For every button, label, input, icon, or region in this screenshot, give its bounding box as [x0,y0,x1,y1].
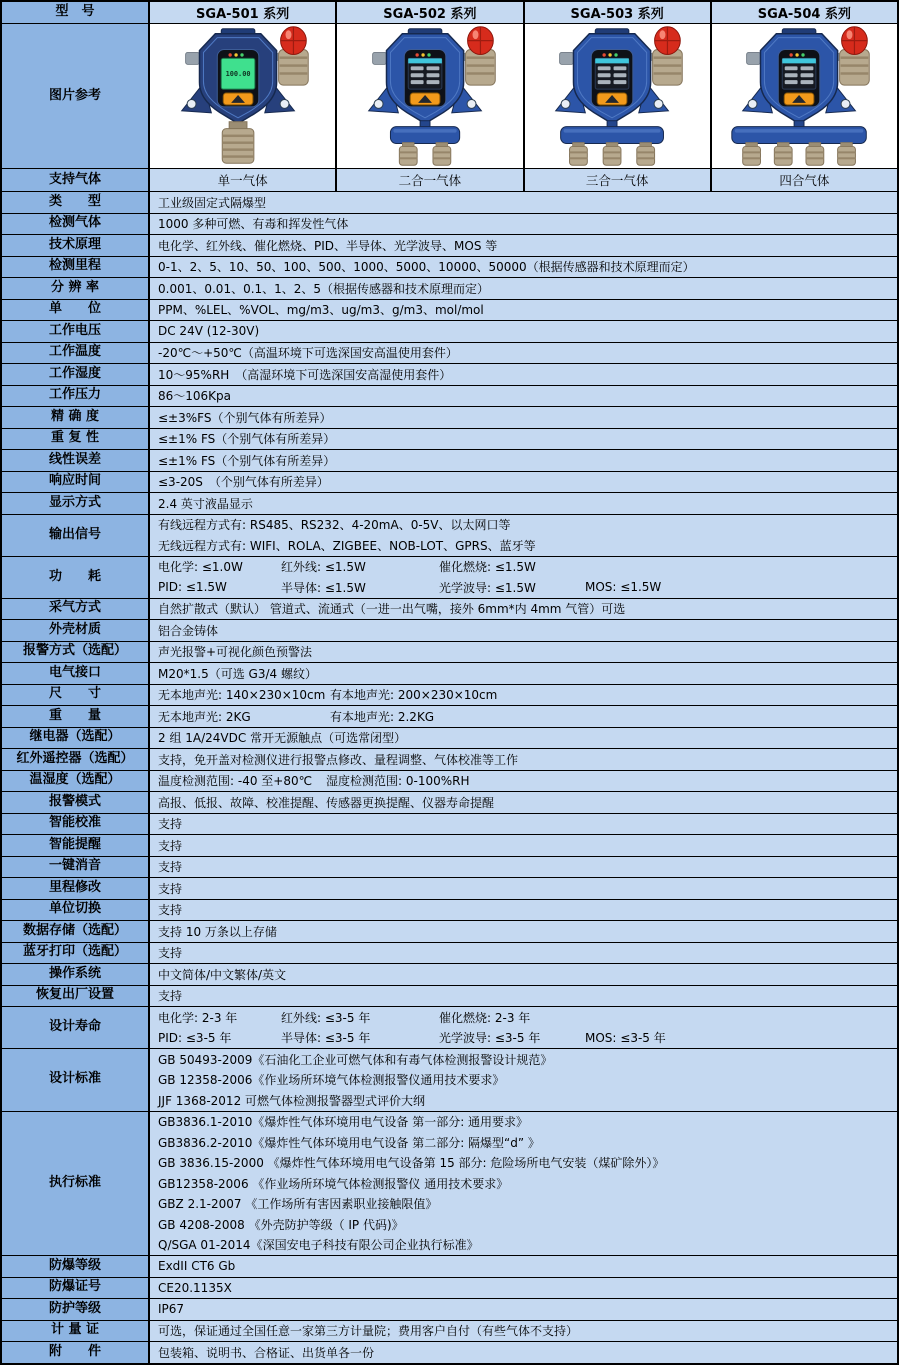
row-value [150,814,897,835]
value-line [150,300,897,321]
row-value [150,407,897,428]
value-segment: 1000 多种可燃、有毒和挥发性气体 [158,217,349,232]
row-label: 输出信号 [2,515,150,556]
spec-row [2,1278,897,1300]
value-line [150,278,897,299]
value-segment: GB 12358-2006《作业场所环境气体检测报警仪通用技术要求》 [158,1073,505,1088]
spec-row [2,921,897,943]
row-label: 工作湿度 [2,364,150,385]
spec-row [2,386,897,408]
row-label: 工作压力 [2,386,150,407]
row-label: 附 件 [2,1342,150,1363]
row-label: 工作温度 [2,343,150,364]
value-segment: DC 24V (12-30V) [158,324,260,339]
value-segment: 0.001、0.01、0.1、1、2、5（根据传感器和技术原理而定） [158,281,490,296]
value-line [150,706,897,727]
spec-row [2,728,897,750]
value-line [150,1070,897,1091]
spec-row [2,493,897,515]
value-segment: M20*1.5（可选 G3/4 螺纹） [158,666,317,681]
spec-row [2,257,897,279]
row-label: 恢复出厂设置 [2,986,150,1007]
svg-text:100.00: 100.00 [225,70,251,79]
image-reference-row [2,24,897,169]
value-segment: ≤±1% FS（个别气体有所差异） [158,432,336,447]
value-segment: 自然扩散式（默认） 管道式、流通式（一进一出气嘴，接外 6mm*内 4mm 气管）可选 [158,602,626,617]
value-segment: PID: ≤1.5W [158,580,227,595]
row-label: 报警方式（选配） [2,642,150,663]
spec-row [2,407,897,429]
value-line [150,857,897,878]
value-line [150,921,897,942]
spec-row [2,472,897,494]
row-value [150,493,897,514]
spec-row [2,192,897,214]
value-line [150,1028,897,1049]
value-segment: 声光报警+可视化颜色预警法 [158,645,313,660]
value-segment: 催化燃烧: ≤1.5W [439,560,536,575]
row-value [150,450,897,471]
row-value [150,1299,897,1320]
row-label: 单位切换 [2,900,150,921]
row-label: 响应时间 [2,472,150,493]
gas-type-4: 四合气体 [712,169,897,191]
value-segment: 可选，保证通过全国任意一家第三方计量院；费用客户自付（有些气体不支持） [158,1324,579,1339]
row-value [150,1049,897,1111]
value-segment: 支持 [158,989,183,1004]
value-segment: 无本地声光: 2KG [158,709,251,724]
product-image-cell [525,24,712,168]
series-header-1: SGA-501 系列 [150,2,337,23]
value-segment: 电化学: ≤1.0W [158,560,243,575]
value-segment: 支持，免开盖对检测仪进行报警点修改、量程调整、气体校准等工作 [158,752,519,767]
spec-row [2,1299,897,1321]
row-label: 操作系统 [2,964,150,985]
value-line [150,986,897,1007]
row-label: 计 量 证 [2,1321,150,1342]
spec-row [2,450,897,472]
value-segment: MOS: ≤3-5 年 [585,1031,666,1046]
value-segment: GB12358-2006 《作业场所环境气体检测报警仪 通用技术要求》 [158,1176,509,1191]
row-value [150,749,897,770]
value-line [150,472,897,493]
value-line [150,835,897,856]
value-line [150,321,897,342]
value-segment: GB3836.2-2010《爆炸性气体环境用电气设备 第二部分: 隔爆型“d” 》 [158,1135,540,1150]
value-segment: ExdII CT6 Gb [158,1259,236,1274]
row-label: 防护等级 [2,1299,150,1320]
row-label: 外壳材质 [2,620,150,641]
row-label: 防爆等级 [2,1256,150,1277]
row-value [150,900,897,921]
spec-row [2,685,897,707]
value-line [150,557,897,578]
value-line [150,771,897,792]
row-label: 里程修改 [2,878,150,899]
row-value [150,235,897,256]
spec-row [2,749,897,771]
gas-type-2: 二合一气体 [337,169,524,191]
spec-row [2,986,897,1008]
spec-row [2,1342,897,1363]
spec-row [2,900,897,922]
row-value [150,1256,897,1277]
spec-row [2,364,897,386]
value-segment: 高报、低报、故障、校准提醒、传感器更换提醒、仪器寿命提醒 [158,795,495,810]
row-value [150,921,897,942]
spec-row [2,814,897,836]
value-line [150,1049,897,1070]
row-label: 精 确 度 [2,407,150,428]
value-segment: 无线远程方式有: WIFI、ROLA、ZIGBEE、NOB-LOT、GPRS、蓝牙等 [158,538,536,553]
value-segment: 有本地声光: 2.2KG [330,709,435,724]
product-image-sga-503 [528,25,706,167]
row-value [150,1007,897,1048]
gas-type-3: 三合一气体 [525,169,712,191]
row-value [150,1321,897,1342]
value-segment: CE20.1135X [158,1280,232,1295]
value-segment: 催化燃烧: 2-3 年 [439,1010,531,1025]
value-line [150,429,897,450]
product-image-sga-504 [715,25,893,167]
spec-row [2,620,897,642]
value-line [150,685,897,706]
row-value [150,1342,897,1363]
value-segment: 无本地声光: 140×230×10cm [158,688,326,703]
value-segment: 红外线: ≤3-5 年 [281,1010,371,1025]
product-image-cell [337,24,524,168]
value-segment: 半导体: ≤1.5W [281,580,366,595]
value-segment: 红外线: ≤1.5W [281,560,366,575]
row-label: 一键消音 [2,857,150,878]
value-line [150,599,897,620]
value-segment: 光学波导: ≤3-5 年 [439,1031,541,1046]
value-segment: 支持 [158,817,183,832]
value-line [150,792,897,813]
row-value [150,964,897,985]
value-segment: -20℃～+50℃（高温环境下可选深国安高温使用套件） [158,346,458,361]
value-line [150,943,897,964]
value-segment: 有本地声光: 200×230×10cm [330,688,498,703]
value-segment: 温度检测范围: -40 至+80℃ [158,774,313,789]
row-value [150,943,897,964]
value-segment: 支持 [158,903,183,918]
row-value [150,706,897,727]
row-label: 功 耗 [2,557,150,598]
spec-row [2,706,897,728]
value-line [150,235,897,256]
spec-row [2,964,897,986]
row-value [150,278,897,299]
value-segment: MOS: ≤1.5W [585,580,662,595]
gas-type-1: 单一气体 [150,169,337,191]
value-line [150,343,897,364]
spec-row [2,1112,897,1257]
row-label: 报警模式 [2,792,150,813]
product-image-sga-502 [341,25,519,167]
spec-row [2,343,897,365]
spec-row [2,663,897,685]
row-label: 工作电压 [2,321,150,342]
value-line [150,1194,897,1215]
value-line [150,493,897,514]
series-header-3: SGA-503 系列 [525,2,712,23]
spec-row [2,235,897,257]
value-line [150,663,897,684]
value-segment: 光学波导: ≤1.5W [439,580,536,595]
row-value [150,192,897,213]
row-label-images: 图片参考 [2,24,150,168]
row-label: 执行标准 [2,1112,150,1256]
spec-row [2,943,897,965]
value-segment: 0-1、2、5、10、50、100、500、1000、5000、10000、50000（根据传感器和技术原理而定） [158,260,695,275]
row-label: 检测气体 [2,214,150,235]
supported-gas-row [2,169,897,192]
row-value [150,472,897,493]
row-value [150,857,897,878]
row-value [150,728,897,749]
value-line [150,1278,897,1299]
value-line [150,1342,897,1363]
value-segment: 工业级固定式隔爆型 [158,195,267,210]
value-segment: ≤3-20S （个别气体有所差异） [158,475,329,490]
value-line [150,407,897,428]
value-segment: 电化学、红外线、催化燃烧、PID、半导体、光学波导、MOS 等 [158,238,498,253]
value-line [150,450,897,471]
row-value [150,300,897,321]
row-value [150,685,897,706]
row-label: 设计寿命 [2,1007,150,1048]
row-label: 重 复 性 [2,429,150,450]
value-segment: GB 3836.15-2000 《爆炸性气体环境用电气设备第 15 部分: 危险场所电气安装（煤矿除外）》 [158,1156,665,1171]
value-segment: 支持 [158,860,183,875]
value-segment: 支持 [158,946,183,961]
value-line [150,964,897,985]
value-segment: PPM、%LEL、%VOL、mg/m3、ug/m3、g/m3、mol/mol [158,303,484,318]
value-segment: 86～106Kpa [158,389,232,404]
row-value [150,792,897,813]
value-line [150,577,897,598]
spec-row [2,321,897,343]
row-label: 显示方式 [2,493,150,514]
spec-row [2,300,897,322]
spec-row [2,278,897,300]
value-segment: 电化学: 2-3 年 [158,1010,238,1025]
value-segment: GBZ 2.1-2007 《工作场所有害因素职业接触限值》 [158,1197,438,1212]
spec-row [2,1256,897,1278]
product-image-sga-501 [154,25,332,167]
value-line [150,728,897,749]
row-label: 检测里程 [2,257,150,278]
row-value [150,214,897,235]
series-header-4: SGA-504 系列 [712,2,897,23]
row-label: 采气方式 [2,599,150,620]
value-segment: GB 50493-2009《石油化工企业可燃气体和有毒气体检测报警设计规范》 [158,1052,553,1067]
row-label: 数据存储（选配） [2,921,150,942]
row-label: 单 位 [2,300,150,321]
value-segment: IP67 [158,1302,185,1317]
row-value [150,642,897,663]
spec-row [2,835,897,857]
row-label: 技术原理 [2,235,150,256]
row-value [150,321,897,342]
row-label: 红外遥控器（选配） [2,749,150,770]
row-label: 设计标准 [2,1049,150,1111]
value-segment: 支持 [158,881,183,896]
row-label: 分 辨 率 [2,278,150,299]
value-line [150,535,897,556]
spec-row [2,557,897,599]
spec-row [2,515,897,557]
spec-row [2,878,897,900]
row-value [150,386,897,407]
series-header-2: SGA-502 系列 [337,2,524,23]
value-line [150,1112,897,1133]
product-image-cell [712,24,897,168]
model-row [2,2,897,24]
row-value [150,599,897,620]
value-segment: 湿度检测范围: 0-100%RH [326,774,470,789]
value-segment: Q/SGA 01-2014《深国安电子科技有限公司企业执行标准》 [158,1238,479,1253]
row-label-model: 型 号 [2,2,150,23]
row-value [150,620,897,641]
value-segment: JJF 1368-2012 可燃气体检测报警器型式评价大纲 [158,1093,426,1108]
spec-row [2,429,897,451]
value-line [150,1214,897,1235]
value-segment: 有线远程方式有: RS485、RS232、4-20mA、0-5V、以太网口等 [158,518,511,533]
row-value [150,878,897,899]
spec-row [2,1321,897,1343]
row-label: 继电器（选配） [2,728,150,749]
value-line [150,1321,897,1342]
row-label-gases: 支持气体 [2,169,150,191]
value-line [150,1007,897,1028]
row-value [150,835,897,856]
value-line [150,364,897,385]
value-line [150,900,897,921]
row-value [150,557,897,598]
row-label: 智能提醒 [2,835,150,856]
value-line [150,1235,897,1256]
row-value [150,1112,897,1256]
value-segment: ≤±3%FS（个别气体有所差异） [158,410,332,425]
row-value [150,257,897,278]
value-line [150,515,897,536]
value-line [150,1173,897,1194]
value-line [150,1132,897,1153]
spec-row [2,792,897,814]
value-line [150,1299,897,1320]
value-line [150,620,897,641]
row-label: 类 型 [2,192,150,213]
spec-row [2,642,897,664]
row-value [150,771,897,792]
product-image-cell [150,24,337,168]
value-segment: 支持 10 万条以上存储 [158,924,277,939]
value-segment: 2.4 英寸液晶显示 [158,496,253,511]
row-label: 蓝牙打印（选配） [2,943,150,964]
value-segment: GB 4208-2008 《外壳防护等级（ IP 代码)》 [158,1217,404,1232]
row-label: 电气接口 [2,663,150,684]
spec-row [2,214,897,236]
value-line [150,257,897,278]
spec-row [2,1007,897,1049]
value-segment: 10～95%RH （高湿环境下可选深国安高湿使用套件） [158,367,452,382]
value-segment: PID: ≤3-5 年 [158,1031,232,1046]
row-value [150,429,897,450]
row-value [150,663,897,684]
row-value [150,343,897,364]
value-line [150,214,897,235]
row-label: 智能校准 [2,814,150,835]
value-line [150,1090,897,1111]
value-line [150,814,897,835]
row-value [150,364,897,385]
value-segment: 铝合金铸体 [158,623,219,638]
value-line [150,642,897,663]
row-label: 防爆证号 [2,1278,150,1299]
value-segment: 支持 [158,838,183,853]
value-line [150,1256,897,1277]
value-segment: 中文简体/中文繁体/英文 [158,967,287,982]
value-segment: 半导体: ≤3-5 年 [281,1031,371,1046]
row-label: 线性误差 [2,450,150,471]
value-line [150,1153,897,1174]
row-label: 重 量 [2,706,150,727]
spec-row [2,599,897,621]
spec-row [2,771,897,793]
value-line [150,749,897,770]
spec-row [2,1049,897,1112]
row-label: 温湿度（选配） [2,771,150,792]
spec-row [2,857,897,879]
value-line [150,386,897,407]
value-segment: 包装箱、说明书、合格证、出货单各一份 [158,1345,375,1360]
value-line [150,878,897,899]
row-label: 尺 寸 [2,685,150,706]
value-segment: GB3836.1-2010《爆炸性气体环境用电气设备 第一部分: 通用要求》 [158,1115,529,1130]
row-value [150,986,897,1007]
row-value [150,1278,897,1299]
value-segment: 2 组 1A/24VDC 常开无源触点（可选常闭型） [158,731,407,746]
row-value [150,515,897,556]
value-line [150,192,897,213]
value-segment: ≤±1% FS（个别气体有所差异） [158,453,336,468]
